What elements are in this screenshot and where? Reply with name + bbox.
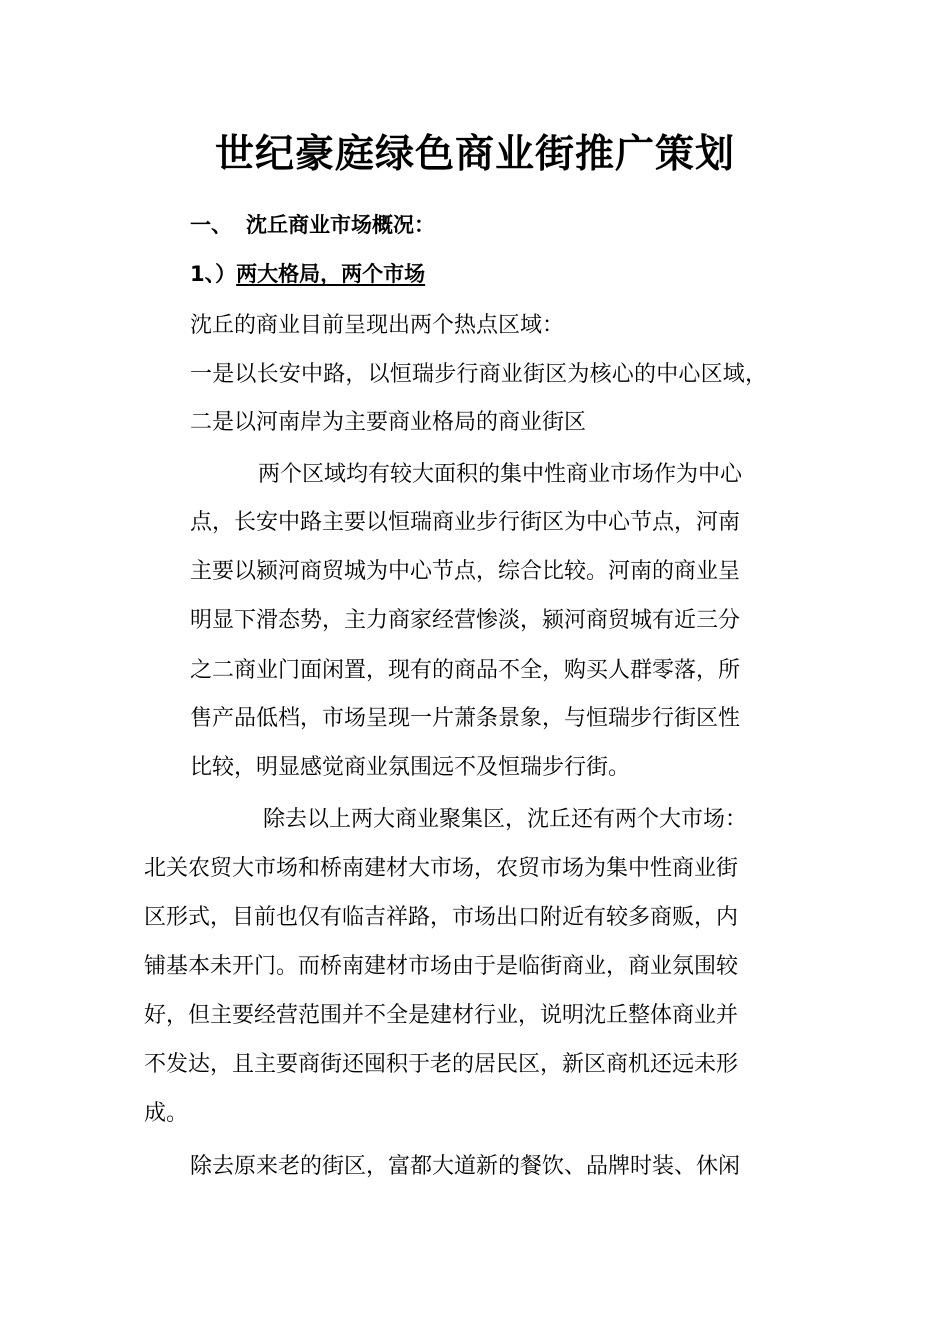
paragraph-line: 区形式，目前也仅有临吉祥路，市场出口附近有较多商贩，内 <box>144 905 739 930</box>
section-heading <box>190 210 435 240</box>
document-title: 世纪豪庭绿色商业街推广策划 <box>214 131 735 177</box>
paragraph-line: 北关农贸大市场和桥南建材大市场，农贸市场为集中性商业街 <box>144 856 739 881</box>
paragraph-line: 主要以颍河商贸城为中心节点，综合比较。河南的商业呈 <box>190 559 741 584</box>
paragraph-line: 成。 <box>144 1101 189 1126</box>
paragraph-line: 好，但主要经营范围并不全是建材行业，说明沈丘整体商业并 <box>144 1003 739 1028</box>
paragraph-line: 点，长安中路主要以恒瑞商业步行街区为中心节点，河南 <box>190 510 741 535</box>
paragraph-line: 除去以上两大商业聚集区，沈丘还有两个大市场： <box>263 807 748 832</box>
paragraph-line: 一是以长安中路，以恒瑞步行商业街区为核心的中心区域， <box>190 362 768 387</box>
paragraph-line: 沈丘的商业目前呈现出两个热点区域： <box>190 313 565 338</box>
paragraph-line: 比较，明显感觉商业氛围远不及恒瑞步行街。 <box>190 755 631 780</box>
paragraph-line: 除去原来老的街区，富都大道新的餐饮、品牌时装、休闲 <box>190 1154 741 1179</box>
section-heading-text: 沈丘商业市场概况： <box>246 213 435 237</box>
section-number: 一、 <box>190 213 232 237</box>
subsection-number: 1、） <box>190 262 237 286</box>
subsection-heading-text: 两大格局，两个市场 <box>236 262 426 286</box>
paragraph-line: 之二商业门面闲置，现有的商品不全，购买人群零落，所 <box>190 658 741 683</box>
paragraph-line: 两个区域均有较大面积的集中性商业市场作为中心 <box>258 462 743 487</box>
paragraph-line: 不发达，且主要商街还囤积于老的居民区，新区商机还远未形 <box>144 1052 739 1077</box>
paragraph-line: 售产品低档，市场呈现一片萧条景象，与恒瑞步行街区性 <box>190 706 741 731</box>
paragraph-line: 铺基本未开门。而桥南建材市场由于是临街商业，商业氛围较 <box>144 954 739 979</box>
paragraph-line: 二是以河南岸为主要商业格局的商业街区 <box>190 410 587 435</box>
subsection-heading <box>190 259 425 289</box>
paragraph-line: 明显下滑态势，主力商家经营惨淡，颍河商贸城有近三分 <box>190 608 741 633</box>
